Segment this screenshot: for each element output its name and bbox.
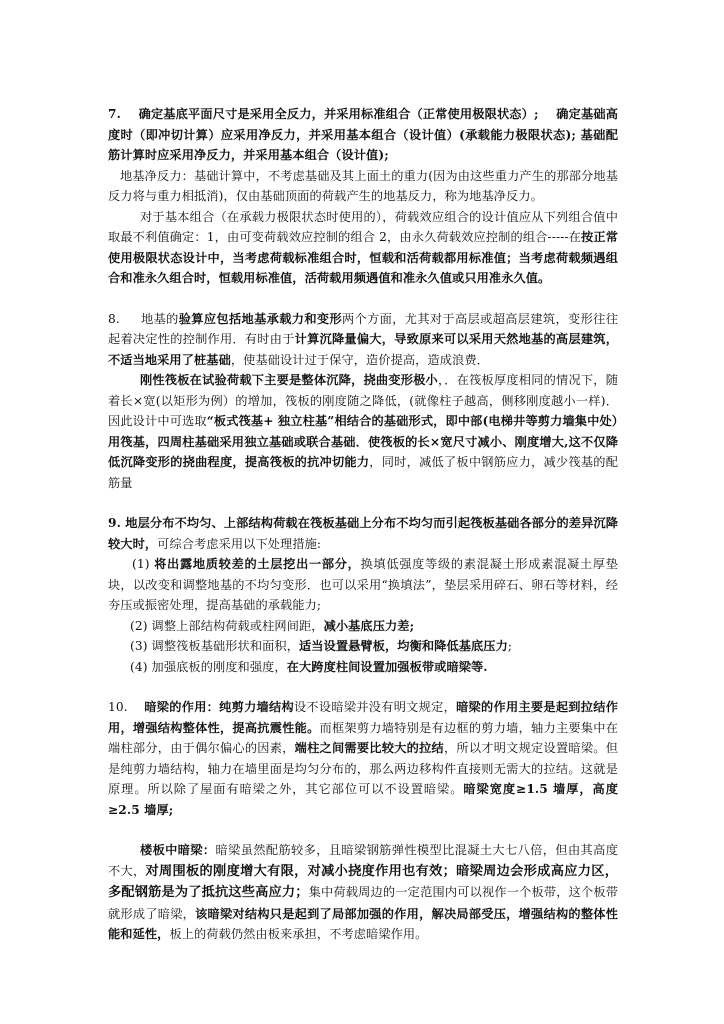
- section-10-bold-7: 该暗梁对结构只是起到了局部加强的作用，解决局部受压，增强结构的整体性能和延性，: [108, 906, 619, 941]
- section-8-text-1: 地基的: [141, 311, 179, 326]
- document-page: [108, 104, 618, 945]
- section-9-measure-4-bold: 在大跨度柱间设置加强板带或暗梁等.: [286, 659, 488, 674]
- section-7-net-reaction-definition: 地基净反力：基础计算中，不考虑基础及其上面土的重力(因为由这些重力产生的那部分地基反力将与重力相抵消)，仅由基础顶面的荷载产生的地基反力，称为地基净反力。: [108, 168, 618, 203]
- section-8-bold-3: 刚性筏板在试验荷载下主要是整体沉降，挠曲变形极小: [140, 373, 438, 387]
- section-9-uneven-settlement: [108, 513, 618, 554]
- section-8-bold-2: 计算沉降量偏大，导致原来可以采用天然地基的高层建筑，不适当地采用了桩基础: [108, 332, 618, 367]
- section-8-bold-4: “板式筏基+ 独立柱基”相结合的基础形式，即中部(电梯井等剪力墙集中处）用筏基，四周柱基础采用独立基础或联合基础．使筏板的长×宽尺寸减小、刚度增大,这不仅降低沉降变形的挠曲程度，提高筏板的抗冲切能力: [108, 414, 618, 469]
- section-7-combination-text: 对于基本组合（在承载力极限状态时使用的），荷载效应组合的设计值应从下列组合值中取最不利值确定：1，由可变荷载效应控制的组合 2，由永久荷载效应控制的组合-----在: [108, 209, 618, 244]
- section-9-measure-3-text: (3) 调整筏板基础形状和面积，: [130, 639, 299, 653]
- section-8-rigid-raft: [108, 370, 618, 493]
- section-10-text-6: 板上的荷载仍然由板来承担，不考虑暗梁作用。: [169, 927, 428, 941]
- section-9-measure-1: [108, 554, 618, 616]
- section-10-slab-hidden-beam: [108, 840, 618, 945]
- spacer: [108, 677, 618, 697]
- section-8-text-2: 两个方面，尤其对于高层或超高层建筑，变形往往起着决定性的控制作用．有时由于: [108, 311, 618, 346]
- section-8-number: 8.: [108, 311, 120, 326]
- section-9-heading-tail: 可综合考虑采用以下处理措施:: [157, 536, 322, 551]
- section-7-number: 7.: [108, 107, 121, 121]
- section-8-text-5: ，同时，减低了板中钢筋应力，减少筏基的配筋量: [108, 455, 618, 490]
- section-7-serviceability-text: 按正常使用极限状态设计中，当考虑荷载标准组合时，恒载和活荷载都用标准值；当考虑荷载频遇组合和准永久组合时，恒载用标准值，活荷载用频遇值和准永久值或只用准永久值。: [108, 230, 618, 285]
- section-7-conditions: [108, 104, 618, 166]
- section-10-text-4: 暗梁虽然配筋较多，且暗梁钢筋弹性模型比混凝土大七八倍，但由其高度不大，: [108, 843, 618, 878]
- section-9-measure-4-text: (4) 加强底板的刚度和强度，: [130, 659, 287, 674]
- section-10-text-2: 而框架剪力墙特别是有边框的剪力墙，轴力主要集中在端柱部分，由于偶尔偏心的因素，: [108, 720, 618, 755]
- spacer: [108, 493, 618, 513]
- section-9-measure-1-bold: 将出露地质较差的土层挖出一部分，: [154, 557, 361, 571]
- spacer: [108, 289, 618, 309]
- section-10-bold-1: 暗梁的作用：纯剪力墙结构: [144, 700, 294, 714]
- section-10-bold-6: 对周围板的刚度增大有限，对减小挠度作用也有效；暗梁周边会形成高应力区，多配钢筋是为了抵抗这些高应力；: [108, 863, 618, 900]
- section-10-text-3: ，所以才明文规定设置暗梁。但是纯剪力墙结构，轴力在墙里面是均匀分布的，那么两边移构件直接则无需大的拉结。这就是原理。所以除了屋面有暗梁之外，其它部位可以不设置暗梁。: [108, 741, 618, 796]
- section-7-combination-values: [108, 207, 618, 289]
- section-10-bold-5: 楼板中暗梁：: [140, 843, 216, 857]
- section-9-measure-2-bold: 减小基底压力差;: [323, 618, 415, 633]
- section-9-measure-2-text: (2) 调整上部结构荷载或柱网间距，: [130, 618, 324, 633]
- section-9-measure-4: [108, 657, 618, 678]
- section-10-bold-4: 暗梁宽度≥1.5 墙厚，高度≥2.5 墙厚;: [108, 782, 618, 817]
- section-10-hidden-beam: [108, 697, 618, 820]
- section-7-rule-reinforcement: 基础配筋计算时应采用净反力，并采用基本组合（设计值);: [108, 127, 618, 162]
- section-10-text-1: 设不设暗梁并没有明文规定，: [293, 700, 457, 714]
- section-9-measure-1-text: 换填低强度等级的素混凝土形成素混凝土厚垫块，以改变和调整地基的不均匀变形．也可以采用“换填法”，垫层采用碎石、卵石等材料，经夯压或振密处理，提高基础的承载能力;: [108, 557, 618, 612]
- section-10-bold-2: 暗梁的作用主要是起到拉结作用，增强结构整体性，提高抗震性能。: [108, 700, 618, 735]
- section-10-number: 10.: [108, 700, 128, 714]
- section-9-measure-3: [108, 636, 618, 657]
- section-8-foundation-check: [108, 309, 618, 371]
- section-9-measure-2: [108, 616, 618, 637]
- section-8-text-3: ，使基础设计过于保守，造价提高，造成浪费．: [230, 352, 489, 367]
- section-9-measure-3-tail: ;: [507, 639, 513, 653]
- section-10-bold-3: 端柱之间需要比较大的拉结: [294, 741, 444, 755]
- section-7-rule-base-area: 确定基底平面尺寸是采用全反力，并采用标准组合（正常使用极限状态）;: [138, 107, 539, 121]
- section-8-bold-1: 验算应包括地基承载力和变形: [178, 311, 342, 326]
- section-9-heading: 9. 地层分布不均匀、上部结构荷载在筏板基础上分布不均匀而引起筏板基础各部分的差异沉降较大时，: [108, 516, 618, 551]
- section-10-text-5: 集中荷载周边的一定范围内可以视作一个板带，这个板带就形成了暗梁，: [108, 885, 619, 921]
- section-8-text-4: ，．在筏板厚度相同的情况下，随着长×宽(以矩形为例）的增加，筏板的刚度随之降低，(就像柱子越高，侧移刚度越小一样)．因此设计中可选取: [108, 373, 618, 428]
- section-9-measure-1-number: (1): [132, 557, 155, 571]
- section-9-measure-3-bold: 适当设置悬臂板，均衡和降低基底压力: [299, 639, 508, 653]
- section-7-rule-height: 确定基础高度时（即冲切计算）应采用净反力，并采用基本组合（设计值）(承载能力极限状态);: [108, 107, 618, 142]
- spacer: [108, 820, 618, 840]
